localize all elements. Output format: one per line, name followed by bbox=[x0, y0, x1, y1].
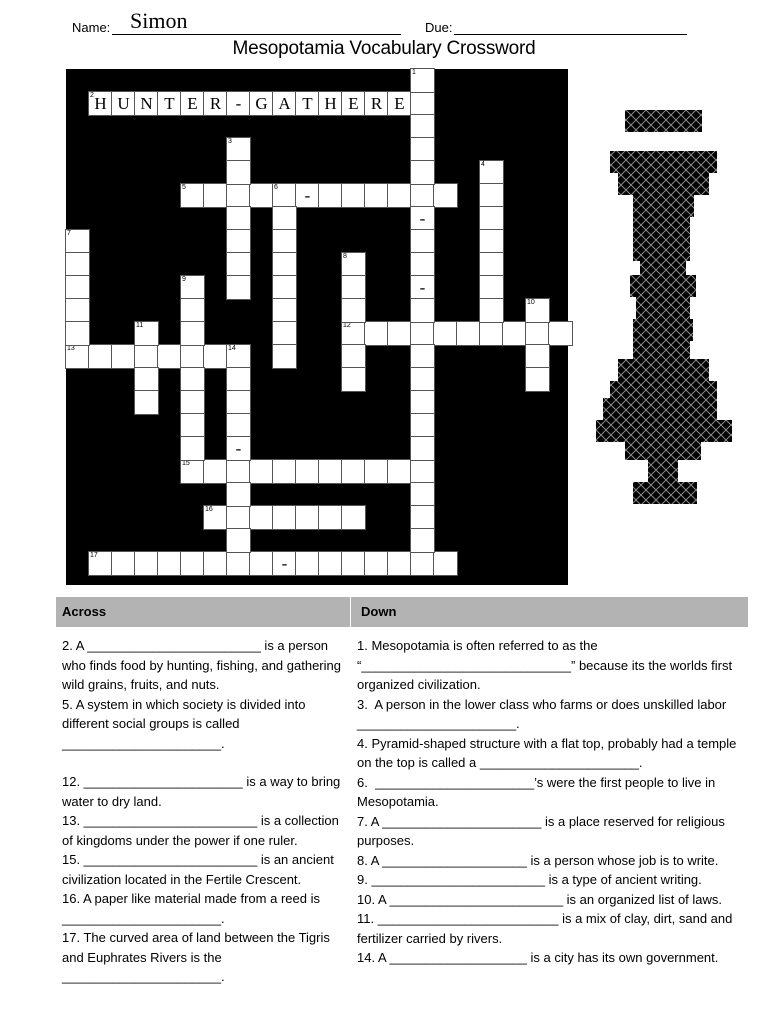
grid-cell[interactable] bbox=[273, 276, 296, 299]
grid-cell[interactable] bbox=[434, 184, 457, 207]
grid-cell[interactable] bbox=[204, 184, 227, 207]
cell-letter: N bbox=[140, 94, 153, 113]
cell-letter: H bbox=[94, 94, 107, 113]
grid-cell[interactable] bbox=[480, 207, 503, 230]
down-clue-11: 11. _________________________ is a mix of clay, dirt, sand and fertilizer carried by rivers. bbox=[357, 911, 736, 946]
grid-cell[interactable] bbox=[227, 207, 250, 230]
grid-cell[interactable] bbox=[181, 552, 204, 575]
down-clue-8: 8. A ____________________ is a person whose job is to write. bbox=[357, 852, 719, 868]
cell-letter: G bbox=[255, 94, 268, 113]
grid-cell[interactable] bbox=[227, 460, 250, 483]
grid-cell[interactable] bbox=[411, 460, 434, 483]
grid-cell[interactable] bbox=[342, 299, 365, 322]
clue-number: 8 bbox=[343, 253, 347, 260]
grid-cell[interactable] bbox=[411, 529, 434, 552]
cell-letter: T bbox=[302, 94, 313, 113]
cell-hyphen: - bbox=[419, 278, 426, 297]
grid-cell[interactable] bbox=[319, 460, 342, 483]
clue-number: 16 bbox=[205, 506, 213, 513]
grid-cell[interactable] bbox=[273, 506, 296, 529]
clue-number: 2 bbox=[90, 92, 94, 99]
grid-cell[interactable] bbox=[411, 414, 434, 437]
grid-cell[interactable] bbox=[66, 253, 89, 276]
grid-cell[interactable] bbox=[319, 552, 342, 575]
grid-cell[interactable] bbox=[158, 552, 181, 575]
grid-cell[interactable] bbox=[411, 368, 434, 391]
grid-cell[interactable] bbox=[181, 391, 204, 414]
across-clue-17: 17. The curved area of land between the Tigris and Euphrates Rivers is the ______________________. bbox=[62, 930, 334, 984]
grid-cell[interactable] bbox=[480, 184, 503, 207]
grid-cell[interactable] bbox=[135, 552, 158, 575]
grid-cell[interactable] bbox=[411, 322, 434, 345]
clue-number: 7 bbox=[67, 230, 71, 237]
grid-cell[interactable] bbox=[434, 552, 457, 575]
grid-cell[interactable] bbox=[319, 92, 342, 115]
grid-cell[interactable] bbox=[250, 552, 273, 575]
grid-cell[interactable] bbox=[480, 299, 503, 322]
grid-cell[interactable] bbox=[526, 322, 549, 345]
grid-cell[interactable] bbox=[273, 184, 296, 207]
grid-cell[interactable] bbox=[227, 92, 250, 115]
crossword-grid bbox=[66, 69, 568, 585]
cell-letter: E bbox=[394, 94, 405, 113]
clues-header-bar bbox=[56, 597, 748, 627]
grid-cell[interactable] bbox=[112, 345, 135, 368]
down-clue-7: 7. A ______________________ is a place reserved for religious purposes. bbox=[357, 813, 729, 848]
grid-cell[interactable] bbox=[227, 345, 250, 368]
grid-cell[interactable] bbox=[181, 460, 204, 483]
clue-number: 10 bbox=[527, 299, 535, 306]
grid-cell[interactable] bbox=[411, 506, 434, 529]
grid-cell[interactable] bbox=[181, 437, 204, 460]
grid-cell[interactable] bbox=[273, 322, 296, 345]
grid-cell[interactable] bbox=[227, 506, 250, 529]
grid-cell[interactable] bbox=[135, 391, 158, 414]
across-clue-16: 16. A paper like material made from a reed is ______________________. bbox=[62, 891, 324, 926]
grid-cell[interactable] bbox=[227, 161, 250, 184]
grid-cell[interactable] bbox=[227, 414, 250, 437]
grid-cell[interactable] bbox=[411, 207, 434, 230]
cell-hyphen: - bbox=[281, 554, 288, 573]
cell-letter: E bbox=[187, 94, 198, 113]
grid-cell[interactable] bbox=[181, 345, 204, 368]
grid-cell[interactable] bbox=[204, 92, 227, 115]
grid-cell[interactable] bbox=[273, 230, 296, 253]
grid-cell[interactable] bbox=[388, 552, 411, 575]
grid-cell[interactable] bbox=[296, 506, 319, 529]
grid-cell[interactable] bbox=[227, 437, 250, 460]
grid-cell[interactable] bbox=[250, 184, 273, 207]
grid-cell[interactable] bbox=[227, 368, 250, 391]
grid-cell[interactable] bbox=[89, 345, 112, 368]
grid-cell[interactable] bbox=[365, 322, 388, 345]
grid-cell[interactable] bbox=[480, 253, 503, 276]
due-field[interactable] bbox=[454, 34, 687, 35]
grid-cell[interactable] bbox=[135, 322, 158, 345]
grid-cell[interactable] bbox=[250, 506, 273, 529]
grid-cell[interactable] bbox=[319, 184, 342, 207]
grid-cell[interactable] bbox=[342, 184, 365, 207]
grid-cell[interactable] bbox=[365, 92, 388, 115]
cell-hyphen: - bbox=[304, 186, 311, 205]
grid-cell[interactable] bbox=[480, 230, 503, 253]
down-clues bbox=[357, 636, 747, 968]
grid-cell[interactable] bbox=[89, 92, 112, 115]
grid-cell[interactable] bbox=[342, 276, 365, 299]
due-label: Due: bbox=[425, 20, 453, 35]
cell-hyphen: - bbox=[419, 209, 426, 228]
down-clue-14: 14. A ___________________ is a city has its own government. bbox=[357, 950, 719, 965]
across-clue-12: 12. ______________________ is a way to bring water to dry land. bbox=[62, 774, 344, 809]
grid-cell[interactable] bbox=[411, 92, 434, 115]
cell-letter: R bbox=[209, 94, 222, 113]
grid-cell[interactable] bbox=[319, 506, 342, 529]
grid-cell[interactable] bbox=[411, 69, 434, 92]
across-heading: Across bbox=[62, 604, 107, 619]
grid-cell[interactable] bbox=[181, 414, 204, 437]
across-clue-2: 2. A ________________________ is a person who finds food by hunting, fishing, and gathering wild grains, fruits, and nuts. bbox=[62, 638, 345, 692]
across-clue-5: 5. A system in which society is divided into different social groups is called ______________________. bbox=[62, 696, 310, 751]
grid-cell[interactable] bbox=[66, 299, 89, 322]
grid-cell[interactable] bbox=[296, 92, 319, 115]
grid-cell[interactable] bbox=[526, 345, 549, 368]
down-clue-3: 3. A person in the lower class who farms or does unskilled labor ______________________. bbox=[357, 696, 730, 731]
grid-cell[interactable] bbox=[273, 253, 296, 276]
grid-cell[interactable] bbox=[342, 460, 365, 483]
grid-cell[interactable] bbox=[388, 460, 411, 483]
grid-cell[interactable] bbox=[365, 460, 388, 483]
grid-cell[interactable] bbox=[342, 253, 365, 276]
grid-cell[interactable] bbox=[250, 92, 273, 115]
name-field[interactable] bbox=[112, 34, 401, 35]
grid-cell[interactable] bbox=[158, 345, 181, 368]
grid-cell[interactable] bbox=[273, 345, 296, 368]
clue-number: 12 bbox=[343, 322, 351, 329]
grid-cell[interactable] bbox=[273, 552, 296, 575]
grid-cell[interactable] bbox=[411, 138, 434, 161]
cell-letter: R bbox=[370, 94, 383, 113]
clue-number: 1 bbox=[412, 69, 416, 76]
grid-cell[interactable] bbox=[549, 322, 572, 345]
cell-hyphen: - bbox=[235, 439, 242, 458]
grid-cell[interactable] bbox=[181, 299, 204, 322]
grid-cell[interactable] bbox=[411, 161, 434, 184]
down-clue-10: 10. A ________________________ is an organized list of laws. bbox=[357, 891, 723, 907]
grid-cell[interactable] bbox=[296, 184, 319, 207]
grid-cell[interactable] bbox=[66, 345, 89, 368]
clue-number: 6 bbox=[274, 184, 278, 191]
cell-letter: A bbox=[278, 94, 291, 113]
clue-number: 13 bbox=[67, 345, 75, 352]
page-title: Mesopotamia Vocabulary Crossword bbox=[232, 38, 536, 59]
hidden-shape-figure bbox=[596, 110, 732, 506]
down-heading: Down bbox=[361, 604, 397, 619]
grid-cell[interactable] bbox=[273, 460, 296, 483]
grid-cell[interactable] bbox=[411, 391, 434, 414]
grid-cell[interactable] bbox=[227, 253, 250, 276]
grid-cell[interactable] bbox=[365, 552, 388, 575]
grid-cell[interactable] bbox=[204, 345, 227, 368]
clue-number: 4 bbox=[481, 161, 485, 168]
name-value: Simon bbox=[130, 8, 188, 33]
grid-cell[interactable] bbox=[457, 322, 480, 345]
grid-cell[interactable] bbox=[503, 322, 526, 345]
grid-cell[interactable] bbox=[227, 483, 250, 506]
down-clue-4: 4. Pyramid-shaped structure with a flat top, probably had a temple on the top is called a ______________________. bbox=[357, 735, 740, 770]
name-label: Name: bbox=[72, 20, 111, 35]
grid-cell[interactable] bbox=[411, 276, 434, 299]
grid-cell[interactable] bbox=[227, 184, 250, 207]
grid-cell[interactable] bbox=[526, 299, 549, 322]
down-clue-9: 9. ________________________ is a type of ancient writing. bbox=[357, 872, 702, 887]
cell-letter: T bbox=[164, 94, 175, 113]
clue-number: 14 bbox=[228, 345, 236, 352]
clue-number: 15 bbox=[182, 460, 190, 467]
clue-number: 9 bbox=[182, 276, 186, 283]
grid-cell[interactable] bbox=[112, 552, 135, 575]
cell-letter: H bbox=[324, 94, 337, 113]
grid-cell[interactable] bbox=[273, 299, 296, 322]
clue-number: 17 bbox=[90, 552, 98, 559]
grid-cell[interactable] bbox=[342, 345, 365, 368]
grid-cell[interactable] bbox=[181, 368, 204, 391]
grid-cell[interactable] bbox=[227, 230, 250, 253]
grid-cell[interactable] bbox=[227, 529, 250, 552]
grid-cell[interactable] bbox=[158, 92, 181, 115]
grid-cell[interactable] bbox=[342, 92, 365, 115]
grid-cell[interactable] bbox=[411, 184, 434, 207]
down-clue-6: 6. ______________________’s were the first people to live in Mesopotamia. bbox=[357, 774, 719, 809]
grid-cell[interactable] bbox=[480, 276, 503, 299]
grid-cell[interactable] bbox=[227, 276, 250, 299]
cell-letter: U bbox=[117, 94, 130, 113]
cell-letter: E bbox=[348, 94, 359, 113]
grid-cell[interactable] bbox=[411, 483, 434, 506]
across-clue-13: 13. ________________________ is a collection of kingdoms under the power if one ruler. bbox=[62, 813, 343, 848]
grid-cell[interactable] bbox=[112, 92, 135, 115]
grid-cell[interactable] bbox=[365, 184, 388, 207]
grid-cell[interactable] bbox=[227, 138, 250, 161]
grid-cell[interactable] bbox=[411, 230, 434, 253]
grid-cell[interactable] bbox=[342, 506, 365, 529]
grid-cell[interactable] bbox=[204, 552, 227, 575]
grid-cell[interactable] bbox=[411, 552, 434, 575]
grid-cell[interactable] bbox=[89, 552, 112, 575]
grid-cell[interactable] bbox=[411, 437, 434, 460]
across-clue-15: 15. ________________________ is an ancient civilization located in the Fertile Crescent. bbox=[62, 852, 338, 887]
grid-cell[interactable] bbox=[181, 92, 204, 115]
grid-cell[interactable] bbox=[411, 345, 434, 368]
grid-cell[interactable] bbox=[388, 184, 411, 207]
cell-letter: - bbox=[235, 94, 242, 113]
grid-cell[interactable] bbox=[296, 552, 319, 575]
grid-cell[interactable] bbox=[135, 368, 158, 391]
clue-number: 5 bbox=[182, 184, 186, 191]
grid-cell[interactable] bbox=[204, 460, 227, 483]
grid-cell[interactable] bbox=[388, 322, 411, 345]
grid-cell[interactable] bbox=[181, 276, 204, 299]
grid-cell[interactable] bbox=[480, 161, 503, 184]
grid-cell[interactable] bbox=[135, 345, 158, 368]
down-clue-1: 1. Mesopotamia is often referred to as the “_____________________________” because its the worlds first organized civilization. bbox=[357, 638, 736, 692]
grid-cell[interactable] bbox=[66, 276, 89, 299]
grid-cell[interactable] bbox=[342, 368, 365, 391]
grid-cell[interactable] bbox=[227, 552, 250, 575]
grid-cell[interactable] bbox=[411, 299, 434, 322]
grid-cell[interactable] bbox=[273, 207, 296, 230]
grid-cell[interactable] bbox=[273, 92, 296, 115]
grid-cell[interactable] bbox=[135, 92, 158, 115]
grid-cell[interactable] bbox=[204, 506, 227, 529]
grid-cell[interactable] bbox=[434, 322, 457, 345]
grid-cell[interactable] bbox=[388, 92, 411, 115]
clue-number: 3 bbox=[228, 138, 232, 145]
grid-cell[interactable] bbox=[342, 552, 365, 575]
grid-cell[interactable] bbox=[66, 230, 89, 253]
grid-cell[interactable] bbox=[250, 460, 273, 483]
grid-cell[interactable] bbox=[66, 322, 89, 345]
clue-number: 11 bbox=[136, 322, 144, 329]
grid-cell[interactable] bbox=[526, 368, 549, 391]
column-divider bbox=[350, 597, 351, 627]
across-clues bbox=[62, 636, 345, 987]
grid-cell[interactable] bbox=[342, 322, 365, 345]
grid-cell[interactable] bbox=[181, 184, 204, 207]
grid-cell[interactable] bbox=[480, 322, 503, 345]
grid-cell[interactable] bbox=[411, 115, 434, 138]
grid-cell[interactable] bbox=[181, 322, 204, 345]
grid-cell[interactable] bbox=[411, 253, 434, 276]
grid-cell[interactable] bbox=[296, 460, 319, 483]
grid-cell[interactable] bbox=[227, 391, 250, 414]
